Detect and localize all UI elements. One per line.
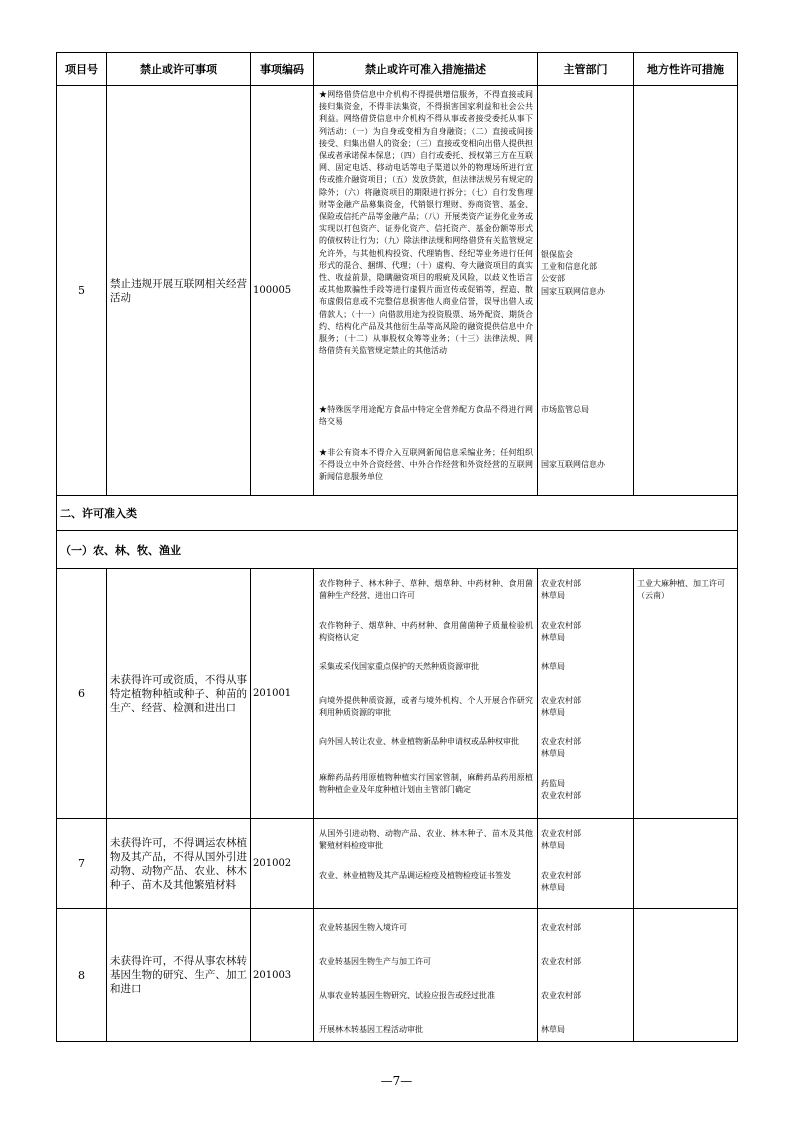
measure-text: ★特殊医学用途配方食品中特定全营养配方食品不得进行网络交易 [319,405,533,427]
department-text: 农业农村部 [541,991,581,1000]
department-text: 药监局 农业农村部 [541,779,581,801]
department-cell [538,86,634,496]
page-number: —7— [380,1074,413,1088]
local-measure-cell [634,819,738,909]
measure-text: 农业、林业植物及其产品调运检疫及植物检疫证书签发 [319,871,511,880]
row-number: 7 [57,819,107,909]
measure-text: 向境外提供种质资源，或者与境外机构、个人开展合作研究利用种质资源的审批 [319,696,533,718]
department-text: 农业农村部 [541,957,581,966]
department-text: 农业农村部 林草局 [541,696,581,718]
measure-text: 从国外引进动物、动物产品、农业、林木种子、苗木及其他繁殖材料检疫审批 [319,829,533,851]
header-department: 主管部门 [538,53,634,86]
table-row [57,86,738,496]
department-text: 农业农村部 林草局 [541,737,581,759]
item-code: 201003 [251,909,314,1042]
measure-description-cell [314,86,538,496]
local-measure-cell [634,569,738,819]
row-number: 8 [57,909,107,1042]
department-text: 林草局 [541,662,565,671]
measure-description-cell [314,819,538,909]
measure-text: 采集或采伐国家重点保护的天然种质资源审批 [319,662,479,671]
table-row [57,819,738,909]
item-code: 100005 [251,86,314,496]
measure-text: 农作物种子、林木种子、草种、烟草种、中药材种、食用菌菌种生产经营、进出口许可 [319,579,533,601]
department-text: 农业农村部 林草局 [541,579,581,601]
department-text: 银保监会 工业和信息化部 公安部 国家互联网信息办 [541,250,605,296]
list-table [56,52,738,1042]
local-measure-cell [634,86,738,496]
table-row [57,909,738,1042]
measure-description-cell [314,569,538,819]
department-text: 国家互联网信息办 [541,460,605,469]
header-item: 禁止或许可事项 [107,53,251,86]
item-name: 未获得许可，不得从事农林转基因生物的研究、生产、加工和进口 [107,909,251,1042]
item-name: 未获得许可，不得调运农林植物及其产品，不得从国外引进动物、动物产品、农业、林木种子、苗木及其他繁殖材料 [107,819,251,909]
measure-text: 农业转基因生物入境许可 [319,923,407,932]
measure-text: 从事农业转基因生物研究、试验应报告或经过批准 [319,991,495,1000]
department-cell [538,569,634,819]
header-local-measures: 地方性许可措施 [634,53,738,86]
section-title: 二、许可准入类 [57,496,738,531]
item-name: 未获得许可或资质，不得从事特定植物种植或种子、种苗的生产、经营、检测和进出口 [107,569,251,819]
row-number: 5 [57,86,107,496]
local-measure-cell [634,909,738,1042]
row-number: 6 [57,569,107,819]
measure-text: ★非公有资本不得介入互联网新闻信息采编业务；任何组织不得设立中外合资经营、中外合作经营和外资经营的互联网新闻信息服务单位 [319,448,533,482]
table-row [57,569,738,819]
header-code: 事项编码 [251,53,314,86]
header-project-number: 项目号 [57,53,107,86]
measure-text: 向外国人转让农业、林业植物新品种申请权或品种权审批 [319,737,519,746]
measure-text: 农业转基因生物生产与加工许可 [319,957,431,966]
department-cell [538,819,634,909]
table-header-row [57,53,738,86]
department-cell [538,909,634,1042]
subsection-title: （一）农、林、牧、渔业 [57,531,738,569]
item-code: 201002 [251,819,314,909]
subsection-row [57,531,738,569]
section-row [57,496,738,531]
measure-text: 开展林木转基因工程活动审批 [319,1025,423,1034]
measure-description-cell [314,909,538,1042]
item-name: 禁止违规开展互联网相关经营活动 [107,86,251,496]
department-text: 林草局 [541,1025,565,1034]
measure-text: 麻醉药品药用原植物种植实行国家管制，麻醉药品药用原植物种植企业及年度种植计划由主管部门确定 [319,773,533,795]
measure-text: 农作物种子、烟草种、中药材种、食用菌菌种子质量检验机构资格认定 [319,621,533,643]
department-text: 农业农村部 林草局 [541,829,581,851]
department-text: 农业农村部 [541,923,581,932]
department-text: 农业农村部 林草局 [541,621,581,643]
department-text: 市场监管总局 [541,405,589,414]
item-code: 201001 [251,569,314,819]
measure-text: ★网络借贷信息中介机构不得提供增信服务，不得直接或间接归集资金，不得非法集资，不得损害国家利益和社会公共利益。网络借贷信息中介机构不得从事或者接受委托从事下列活动：（一）为自身或变相为自身融资；（二）直接或间接接受、归集出借人的资金；（三）直接或变相向出借人提供担保或者承诺保本保息；（四）自行或委托、授权第三方在互联网、固定电话、移动电话等电子渠道以外的物理场所进行宣传或推介融资项目；（五）发放贷款，但法律法规另有规定的除外；（六）将融资项目的期限进行拆分；（七）自行发售理财等金融产品募集资金，代销银行理财、券商资管、基金、保险或信托产品等金融产品；（八）开展类资产证券化业务或实现以打包资产、证券化资产、信托资产、基金份额等形式的债权转让行为；（九）除法律法规和网络借贷有关监管规定允许外，与其他机构投资、代理销售、经纪等业务进行任何形式的混合、捆绑、代理；（十）虚构、夸大融资项目的真实性、收益前景，隐瞒融资项目的瑕疵及风险，以歧义性语言或其他欺骗性手段等进行虚假片面宣传或促销等，捏造、散布虚假信息或不完整信息损害他人商业信誉，误导出借人或借款人；（十一）向借款用途为投资股票、场外配资、期货合约、结构化产品及其他衍生品等高风险的融资提供信息中介服务；（十二）从事股权众筹等业务；（十三）法律法规、网络借贷有关监管规定禁止的其他活动 [319,90,533,356]
local-measure-text: 工业大麻种植、加工许可（云南） [637,579,725,601]
department-text: 农业农村部 林草局 [541,871,581,893]
header-measure-description: 禁止或许可准入措施描述 [314,53,538,86]
